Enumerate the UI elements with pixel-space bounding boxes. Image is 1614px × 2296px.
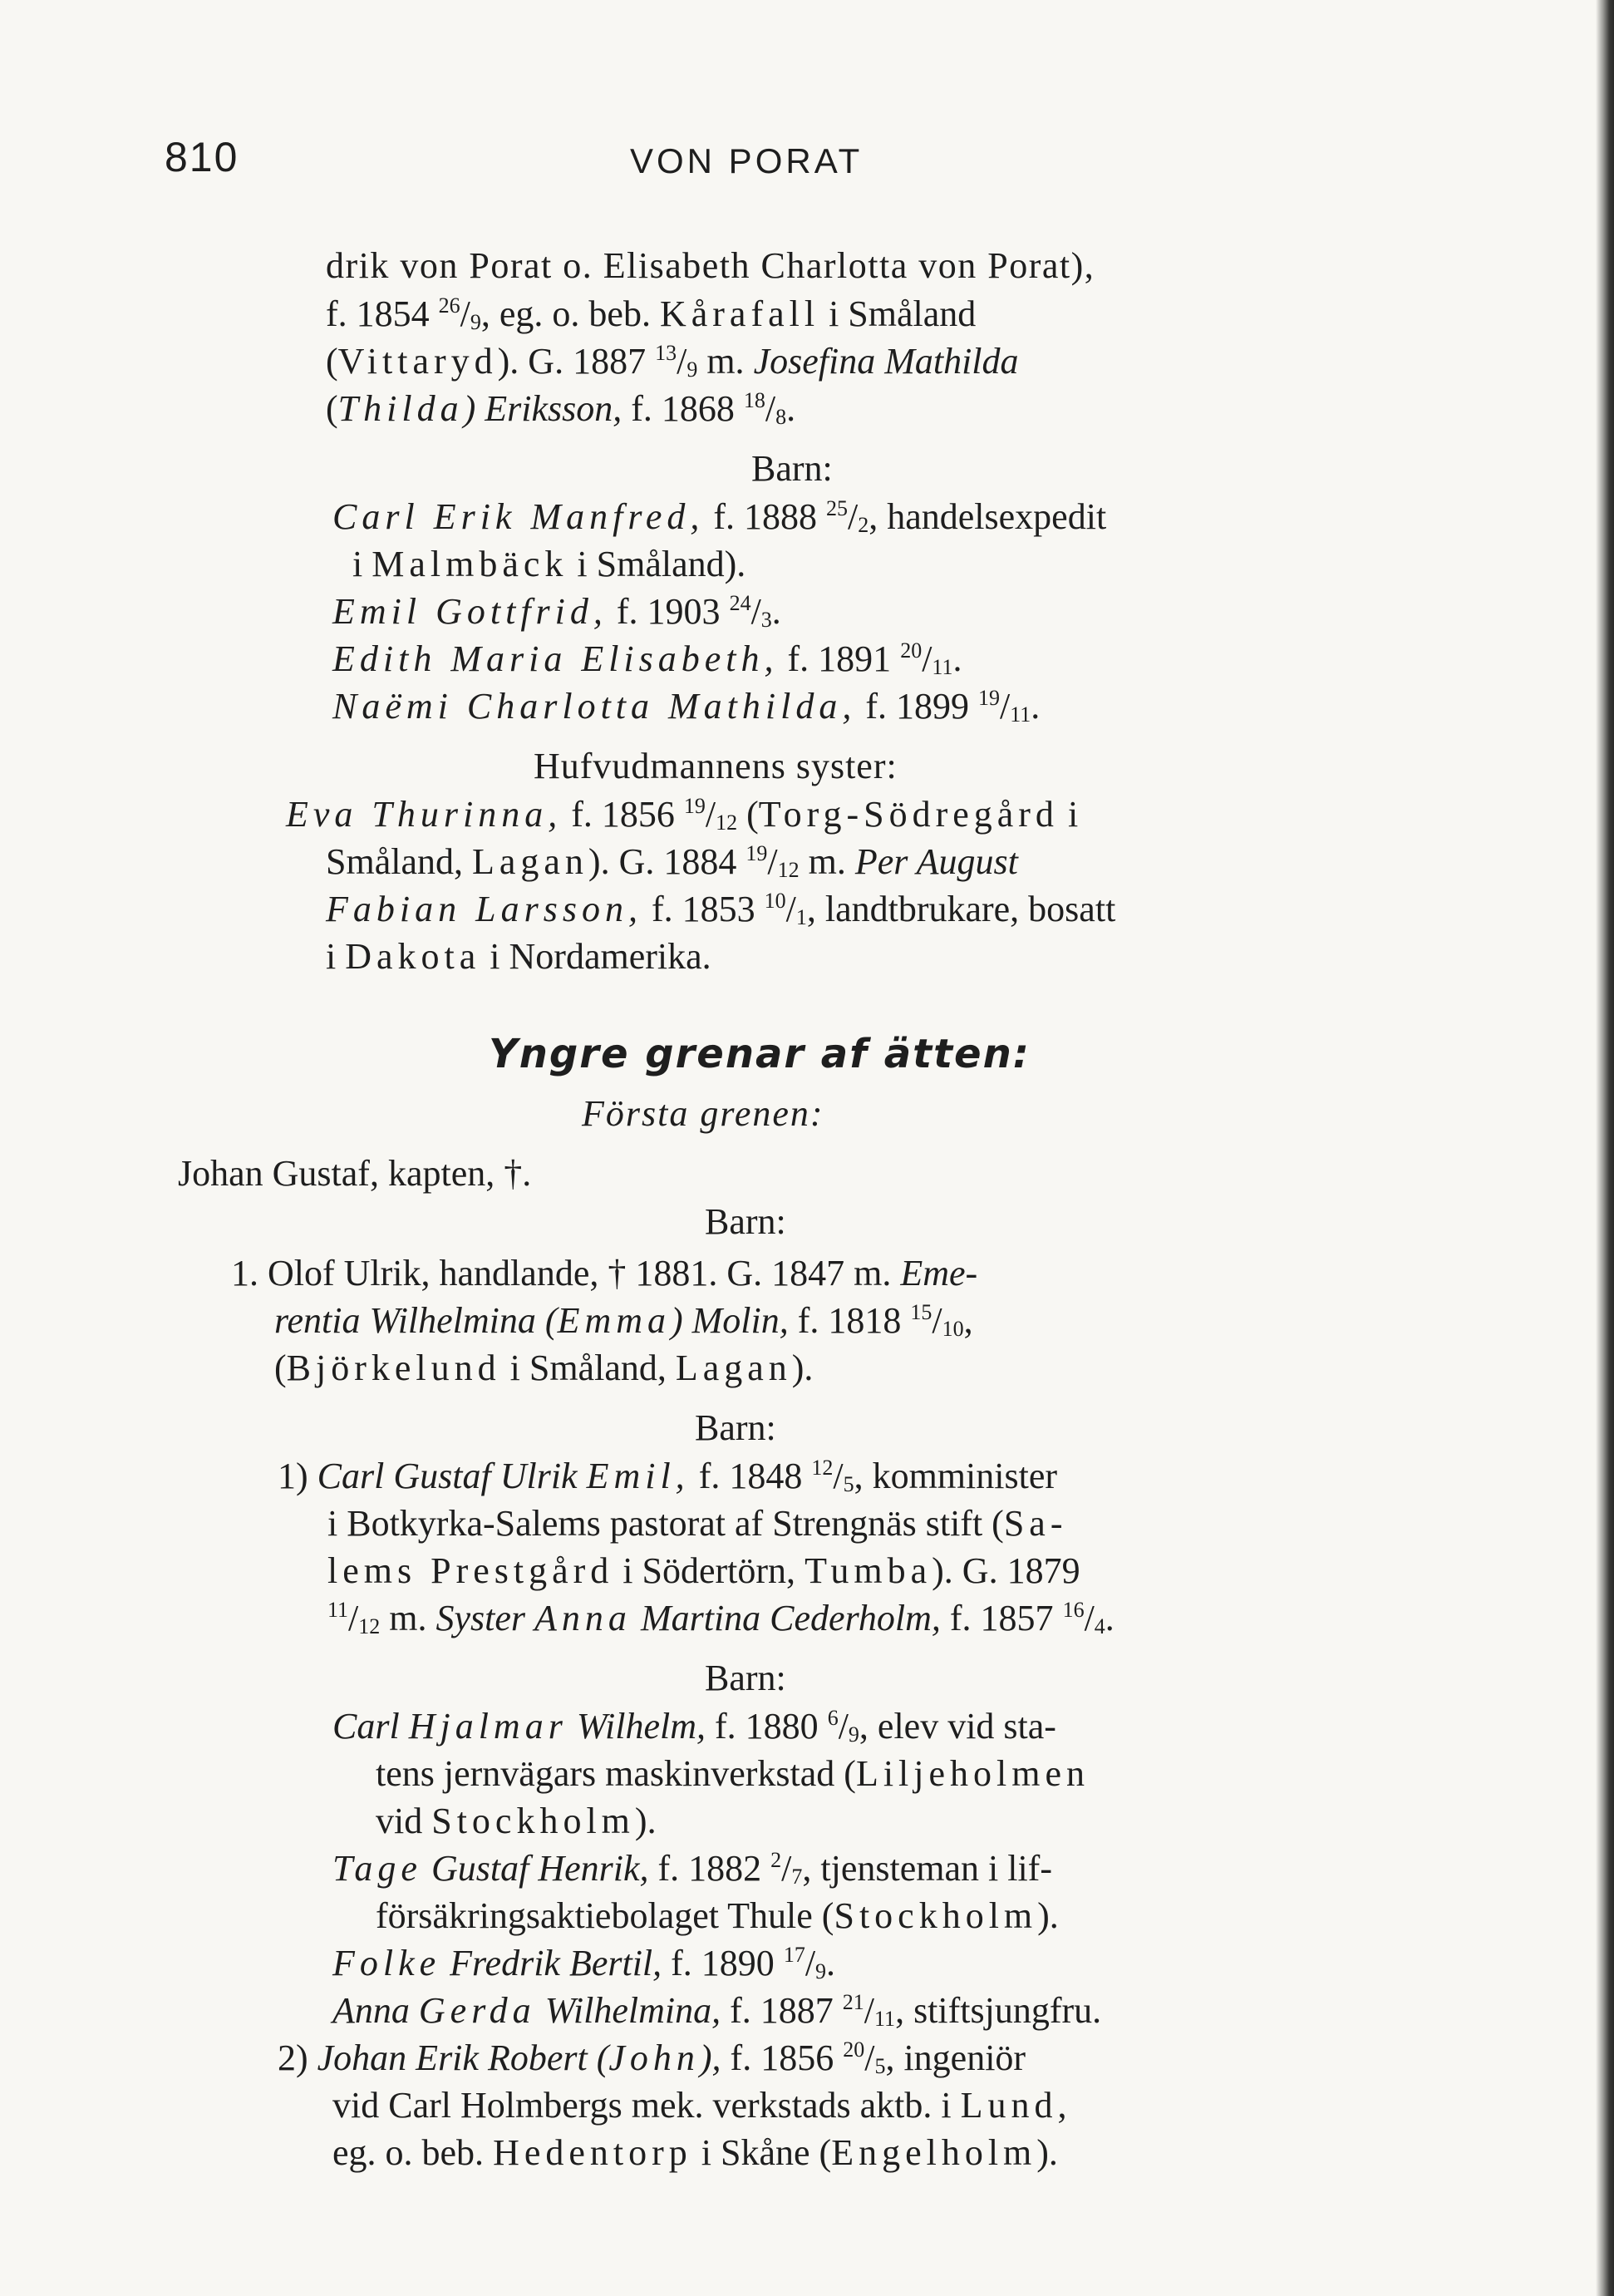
text-line: vid Carl Holmbergs mek. verkstads aktb. i Lund, — [332, 2085, 1072, 2126]
text-line: drik von Porat o. Elisabeth Charlotta von Porat), — [326, 245, 1095, 286]
text-line: Anna Gerda Wilhelmina, f. 1887 $^{21}/_{11}$, stiftsjungfru. — [332, 1990, 1102, 2031]
text-line: tens jernvägars maskinverkstad (Liljeholmen — [376, 1753, 1090, 1794]
text-line: Johan Gustaf, kapten, †. — [178, 1153, 532, 1194]
text-line: rentia Wilhelmina (Emma) Molin, f. 1818 $^{15}/_{10}$, — [274, 1300, 973, 1341]
text-line: $^{11}/_{12}$ m. Syster Anna Martina Cederholm, f. 1857 $^{16}/_4$. — [327, 1598, 1115, 1638]
text-line: Emil Gottfrid, f. 1903 $^{24}/_3$. — [332, 591, 781, 632]
text-line: lems Prestgård i Södertörn, Tumba). G. 1879 — [327, 1550, 1080, 1591]
page-edge-shadow — [1596, 0, 1614, 2296]
text-line: Carl Erik Manfred, f. 1888 $^{25}/_2$, handelsexpedit — [332, 496, 1107, 537]
text-line: i Dakota i Nordamerika. — [326, 936, 711, 977]
text-line: Tage Gustaf Henrik, f. 1882 $^2/_7$, tjensteman i lif- — [332, 1848, 1052, 1889]
text-line: eg. o. beb. Hedentorp i Skåne (Engelholm). — [332, 2132, 1058, 2173]
text-line: Eva Thurinna, f. 1856 $^{19}/_{12}$ (Torg-Södregård i — [286, 794, 1079, 835]
text-line: Folke Fredrik Bertil, f. 1890 $^{17}/_9$. — [332, 1943, 836, 1983]
text-line: i Malmbäck i Småland). — [352, 544, 746, 584]
page-number: 810 — [165, 134, 239, 180]
page-header — [165, 133, 1411, 191]
text-line: (Thilda) Eriksson, f. 1868 $^{18}/_8$. — [326, 388, 796, 429]
text-line: f. 1854 $^{26}/_9$, eg. o. beb. Kårafall i Småland — [326, 293, 977, 334]
section-heading: Yngre grenar af ätten: — [489, 1031, 1031, 1077]
text-line: Småland, Lagan). G. 1884 $^{19}/_{12}$ m. Per August — [326, 841, 1018, 882]
text-line: Hufvudmannens syster: — [534, 746, 898, 786]
text-line: 1) Carl Gustaf Ulrik Emil, f. 1848 $^{12}/_5$, komminister — [278, 1456, 1058, 1496]
text-line: Barn: — [695, 1407, 776, 1448]
text-line: försäkringsaktiebolaget Thule (Stockholm). — [376, 1895, 1059, 1936]
text-line: Barn: — [705, 1658, 786, 1698]
text-line: Carl Hjalmar Wilhelm, f. 1880 $^6/_9$, elev vid sta- — [332, 1706, 1056, 1747]
text-line: Barn: — [705, 1201, 786, 1242]
text-line: Fabian Larsson, f. 1853 $^{10}/_1$, landtbrukare, bosatt — [326, 889, 1116, 929]
text-line: (Vittaryd). G. 1887 $^{13}/_9$ m. Josefina Mathilda — [326, 341, 1019, 382]
text-line: Edith Maria Elisabeth, f. 1891 $^{20}/_{11}$. — [332, 638, 962, 679]
text-line: Naëmi Charlotta Mathilda, f. 1899 $^{19}/_{11}$. — [332, 686, 1041, 727]
text-line: 1. Olof Ulrik, handlande, † 1881. G. 1847 m. Eme- — [231, 1253, 978, 1293]
subsection-heading: Första grenen: — [582, 1093, 824, 1134]
running-title: VON PORAT — [630, 141, 864, 180]
text-line: (Björkelund i Småland, Lagan). — [274, 1348, 814, 1388]
text-line: i Botkyrka-Salems pastorat af Strengnäs stift (Sa- — [327, 1503, 1068, 1544]
text-line: Barn: — [751, 448, 833, 489]
text-line: 2) Johan Erik Robert (John), f. 1856 $^{20}/_5$, ingeniör — [278, 2037, 1026, 2078]
text-line: vid Stockholm). — [376, 1801, 657, 1841]
